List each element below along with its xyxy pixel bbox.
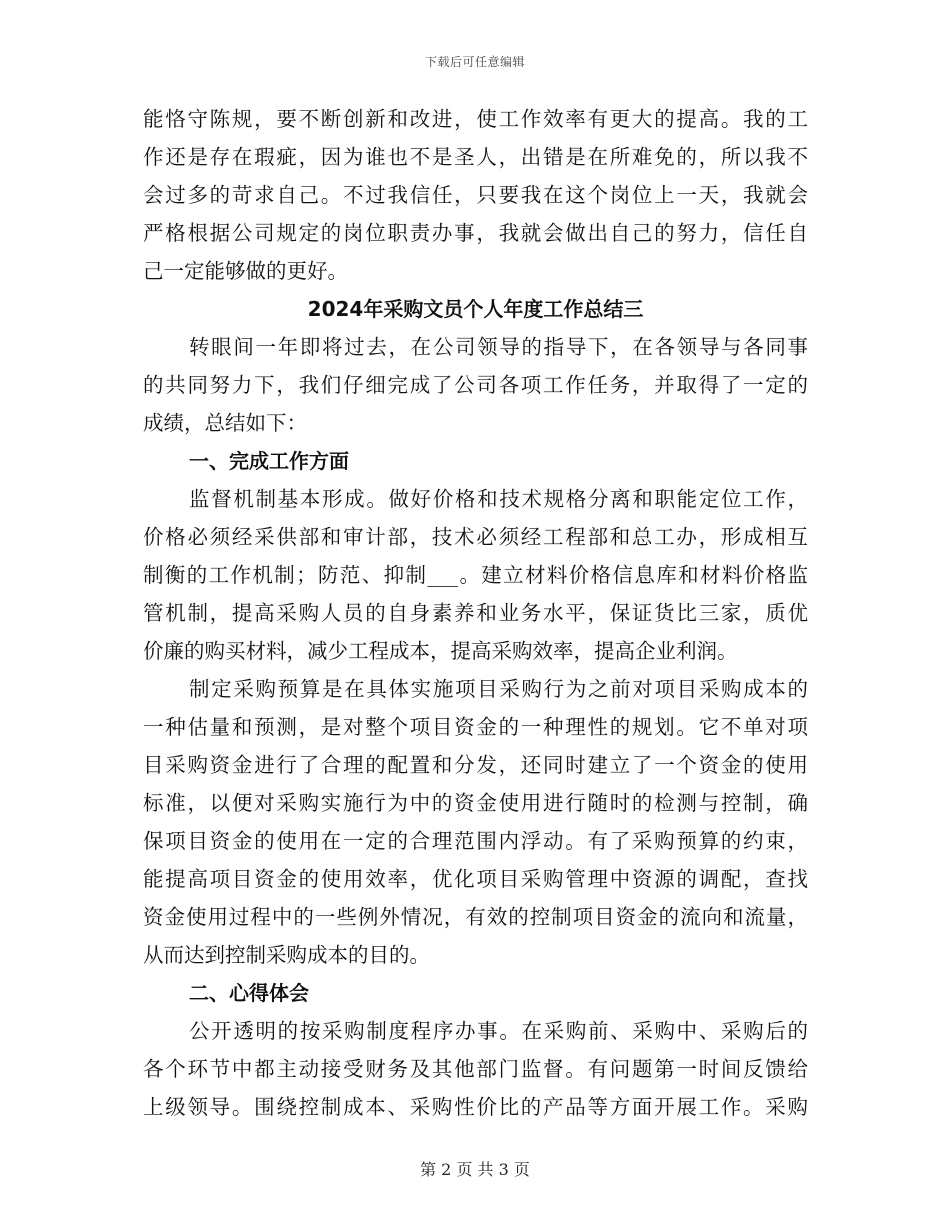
paragraph-first-line: 转眼间一年即将过去，在公司领导的指导下，在各领导与各同事 (189, 335, 808, 359)
body-line: 会过多的苛求自己。不过我信任，只要我在这个岗位上一天，我就会 (143, 183, 808, 207)
body-line: 从而达到控制采购成本的目的。 (143, 943, 430, 967)
page-header-note: 下载后可任意编辑 (424, 55, 525, 69)
body-line: 己一定能够做的更好。 (143, 259, 348, 283)
body-line: 制衡的工作机制；防范、抑制___。建立材料价格信息库和材料价格监 (143, 563, 808, 587)
body-line: 保项目资金的使用在一定的合理范围内浮动。有了采购预算的约束， (143, 829, 808, 853)
body-line: 成绩，总结如下： (143, 411, 307, 435)
body-line: 资金使用过程中的一些例外情况，有效的控制项目资金的流向和流量， (143, 905, 808, 929)
page-number-footer: 第 2 页 共 3 页 (420, 1160, 530, 1179)
body-line: 一种估量和预测，是对整个项目资金的一种理性的规划。它不单对项 (143, 715, 808, 739)
paragraph-first-line: 制定采购预算是在具体实施项目采购行为之前对项目采购成本的 (189, 677, 808, 701)
subheading-experience: 二、心得体会 (189, 981, 309, 1005)
body-line: 标准，以便对采购实施行为中的资金使用进行随时的检测与控制，确 (143, 791, 808, 815)
body-line: 能提高项目资金的使用效率，优化项目采购管理中资源的调配，查找 (143, 867, 808, 891)
body-line: 目采购资金进行了合理的配置和分发，还同时建立了一个资金的使用 (143, 753, 808, 777)
paragraph-first-line: 公开透明的按采购制度程序办事。在采购前、采购中、采购后的 (189, 1019, 808, 1043)
document-body (143, 100, 808, 1126)
body-line: 价格必须经采供部和审计部，技术必须经工程部和总工办，形成相互 (143, 525, 808, 549)
body-line: 上级领导。围绕控制成本、采购性价比的产品等方面开展工作。采购 (143, 1095, 808, 1119)
body-line: 能恪守陈规，要不断创新和改进，使工作效率有更大的提高。我的工 (143, 107, 808, 131)
body-line: 管机制，提高采购人员的自身素养和业务水平，保证货比三家，质优 (143, 601, 808, 625)
body-line: 严格根据公司规定的岗位职责办事，我就会做出自己的努力，信任自 (143, 221, 808, 245)
paragraph-first-line: 监督机制基本形成。做好价格和技术规格分离和职能定位工作， (189, 487, 808, 511)
subheading-complete-work: 一、完成工作方面 (189, 449, 349, 473)
body-line: 作还是存在瑕疵，因为谁也不是圣人，出错是在所难免的，所以我不 (143, 145, 808, 169)
body-line: 价廉的购买材料，减少工程成本，提高采购效率，提高企业利润。 (143, 639, 738, 663)
body-line: 各个环节中都主动接受财务及其他部门监督。有问题第一时间反馈给 (143, 1057, 808, 1081)
section-title: 2024年采购文员个人年度工作总结三 (307, 297, 644, 321)
body-line: 的共同努力下，我们仔细完成了公司各项工作任务，并取得了一定的 (143, 373, 808, 397)
